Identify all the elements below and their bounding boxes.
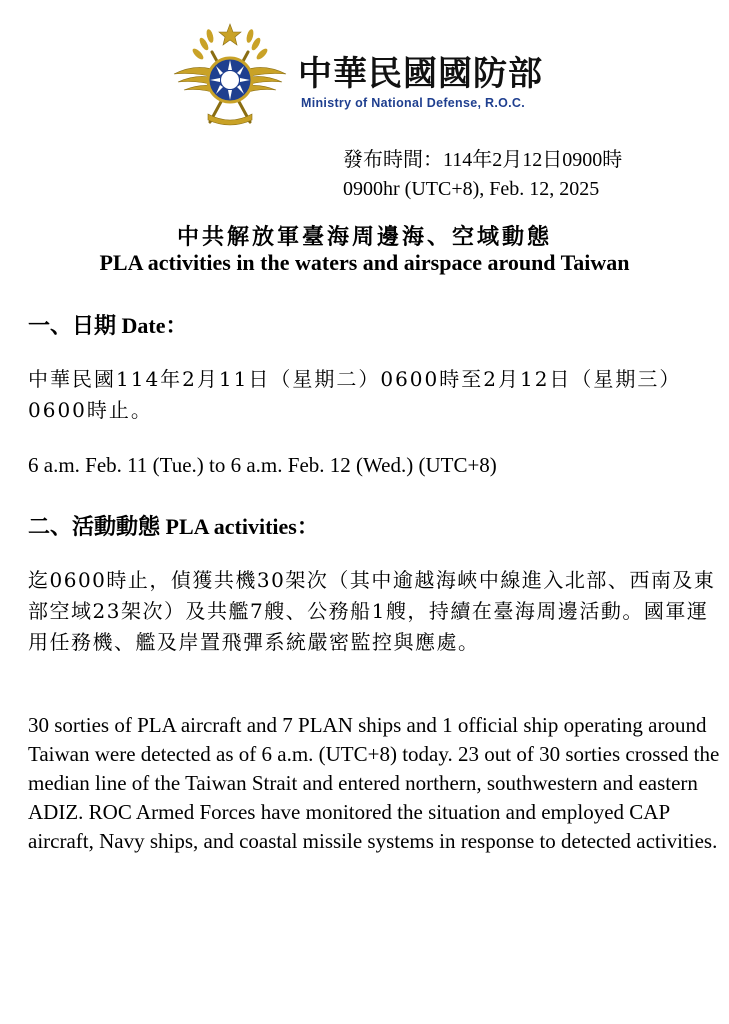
release-time — [343, 146, 622, 204]
date-text-en: 6 a.m. Feb. 11 (Tue.) to 6 a.m. Feb. 12 (Wed.) (UTC+8) — [28, 453, 497, 477]
section-activities-heading: 二、活動動態 PLA activities： — [28, 514, 319, 539]
org-name-en: Ministry of National Defense, R.O.C. — [301, 96, 526, 110]
page-title-zh: 中共解放軍臺海周邊海、空域動態 — [176, 225, 552, 250]
page-title-en: PLA activities in the waters and airspace around Taiwan — [99, 250, 630, 275]
release-time-en: 0900hr (UTC+8), Feb. 12, 2025 — [343, 178, 600, 200]
activities-text-zh: 迄0600時止，偵獲共機30架次（其中逾越海峽中線進入北部、西南及東部空域23架次）及共艦7艘、公務船1艘，持續在臺海周邊活動。國軍運用任務機、艦及岸置飛彈系統嚴密監控與應處。 — [28, 568, 716, 654]
activities-text-en: 30 sorties of PLA aircraft and 7 PLAN ships and 1 official ship operating around Taiwan were detected as of 6 a.m. (UTC+8) today. 23 out of 30 sorties crossed the median line of the Taiwan Strait and entered northern, southwestern and eastern ADIZ. ROC Armed Forces have monitored the situation and employed CAP aircraft, Navy ships, and coastal missile systems in response to detected activities. — [28, 713, 720, 853]
page-header — [168, 22, 588, 132]
release-time-zh: 發布時間：114年2月12日0900時 — [343, 149, 623, 171]
org-name-zh: 中華民國國防部 — [298, 54, 543, 94]
date-text-zh: 中華民國114年2月11日（星期二）0600時至2月12日（星期三）0600時止。 — [28, 367, 682, 422]
mnd-emblem-icon — [168, 22, 292, 130]
section-date-heading: 一、日期 Date： — [28, 313, 188, 338]
